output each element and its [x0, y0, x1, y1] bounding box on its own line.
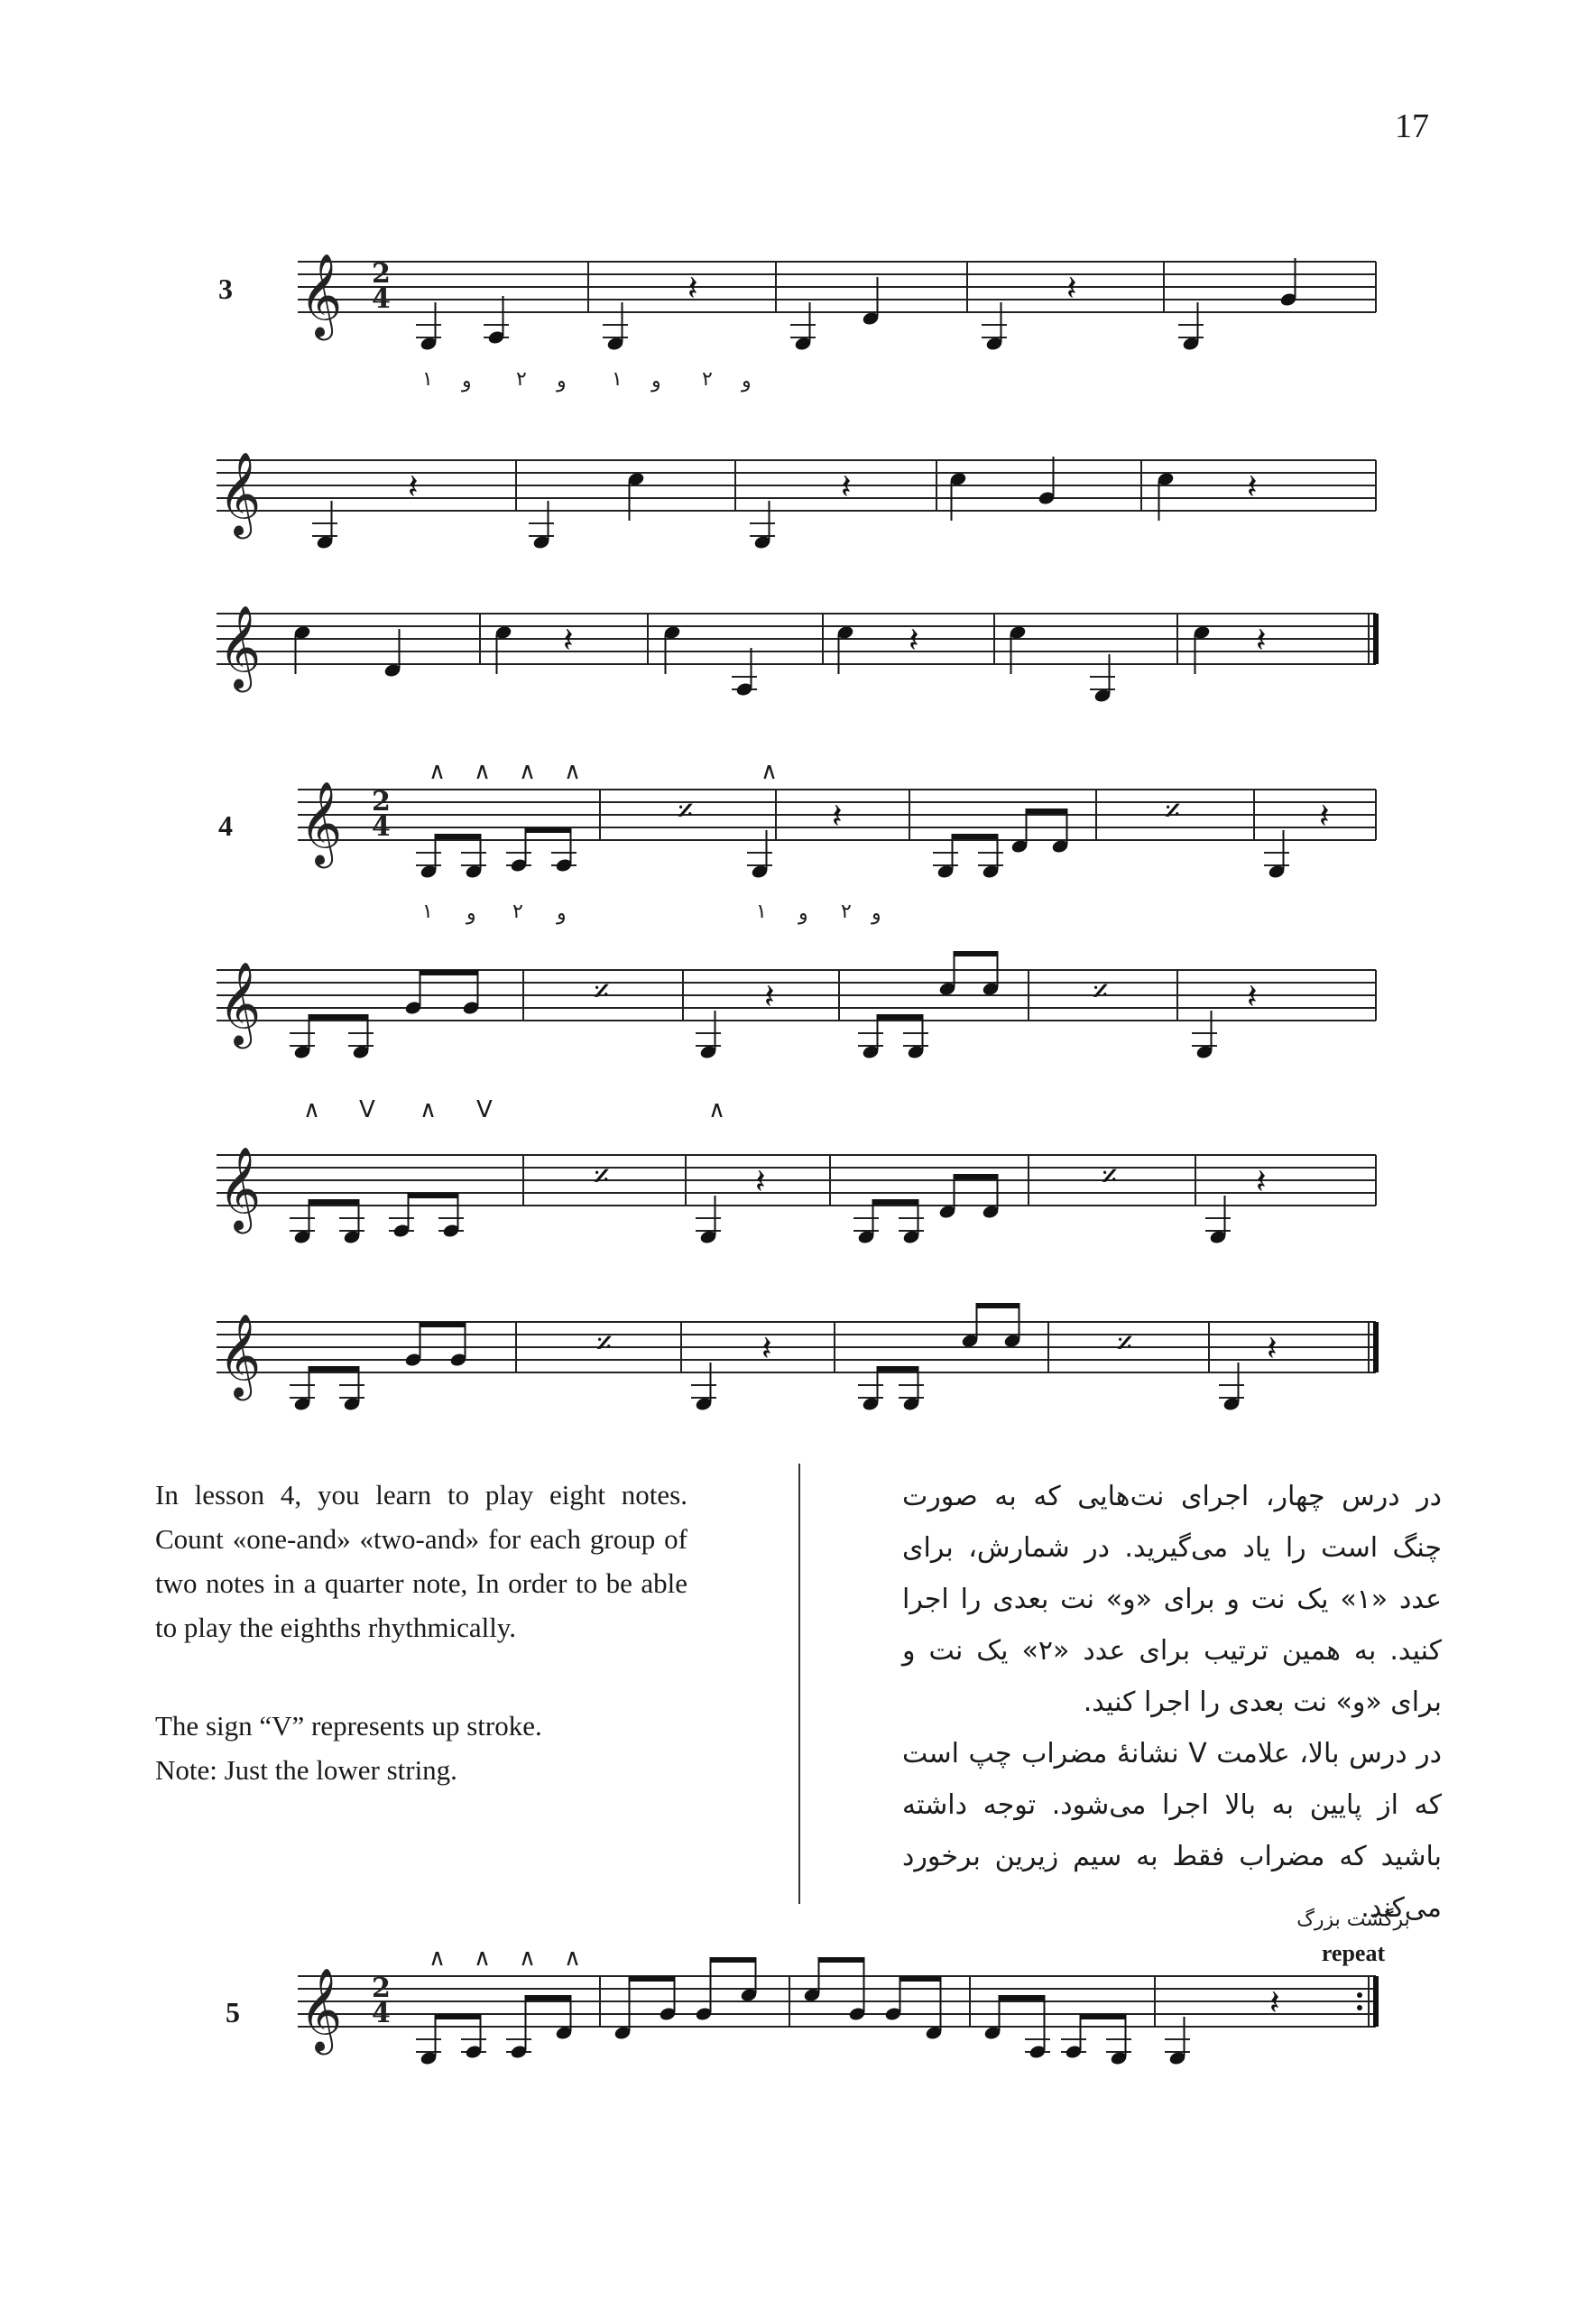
persian-paragraph-eighth-notes: در درس چهار، اجرای نت‌هایی که به صورت چنگ است را یاد می‌گیرید. در شمارش، برای عدد «۱» یک نت و برای «و» نت بعدی را اجرا کنید. به همین ترتیب برای عدد «۲» یک نت و برای «و» نت بعدی را اجرا کنید.	[902, 1481, 1442, 1718]
count-two: ۲	[702, 368, 713, 391]
stroke-down: ∧	[429, 1945, 447, 1972]
stroke-down: ∧	[474, 758, 492, 785]
note-beam	[629, 1976, 676, 1982]
time-signature-top: 2	[372, 1973, 391, 2004]
count-one: ۱	[756, 901, 767, 923]
note-beam	[976, 1303, 1020, 1308]
final-barline	[1373, 614, 1379, 664]
stroke-down: ∧	[429, 758, 447, 785]
stroke-down: ∧	[420, 1096, 438, 1123]
quarter-rest-icon: 𝄽	[832, 796, 843, 836]
quarter-rest-icon: 𝄽	[909, 620, 919, 660]
stroke-down: ∧	[564, 1945, 582, 1972]
quarter-rest-icon: 𝄽	[687, 268, 698, 308]
treble-clef-icon: 𝄞	[300, 1967, 343, 2051]
note-beam	[420, 1322, 466, 1327]
treble-clef-icon: 𝄞	[300, 253, 343, 337]
treble-clef-icon: 𝄞	[218, 1146, 262, 1230]
quarter-rest-icon: 𝄽	[1256, 1161, 1267, 1201]
stroke-up: V	[476, 1096, 493, 1123]
persian-text-block	[902, 1471, 1442, 1934]
count-one: ۱	[422, 901, 433, 923]
repeat-measure-icon: 𝄎	[1102, 1159, 1118, 1196]
treble-clef-icon: 𝄞	[218, 1313, 262, 1397]
final-barline	[1373, 1322, 1379, 1372]
note-beam	[954, 951, 999, 956]
note-beam	[309, 1199, 360, 1205]
exercise-number-3: 3	[218, 273, 233, 305]
note-beam	[1080, 2014, 1127, 2019]
repeat-dot	[1357, 1992, 1362, 1998]
quarter-rest-icon: 𝄽	[1247, 467, 1258, 506]
count-two: ۲	[516, 368, 527, 391]
note-beam	[877, 1366, 919, 1372]
treble-clef-icon: 𝄞	[218, 451, 262, 535]
repeat-measure-icon: 𝄎	[596, 1326, 613, 1363]
note-beam	[435, 834, 482, 839]
treble-clef-icon: 𝄞	[218, 605, 262, 688]
note-beam	[309, 1366, 360, 1372]
treble-clef-icon: 𝄞	[300, 781, 343, 864]
note-beam	[408, 1193, 459, 1198]
note-beam	[710, 1957, 757, 1963]
stroke-down: ∧	[564, 758, 582, 785]
time-signature-bottom: 4	[372, 283, 391, 315]
count-one: ۱	[612, 368, 623, 391]
count-one: ۱	[422, 368, 433, 391]
note-beam	[435, 2014, 482, 2019]
staff-line	[217, 1137, 1380, 1272]
note-beam	[818, 1957, 865, 1963]
quarter-rest-icon: 𝄽	[563, 620, 574, 660]
note-beam	[525, 827, 572, 833]
repeat-measure-icon: 𝄎	[594, 974, 610, 1011]
quarter-rest-icon: 𝄽	[1319, 796, 1330, 836]
page-number: 17	[1395, 107, 1429, 145]
note-beam	[872, 1199, 919, 1205]
quarter-rest-icon: 𝄽	[1066, 268, 1077, 308]
quarter-rest-icon: 𝄽	[841, 467, 852, 506]
quarter-rest-icon: 𝄽	[1247, 976, 1258, 1016]
staff-line	[298, 772, 1380, 907]
repeat-dot	[1357, 2005, 1362, 2010]
note-beam	[309, 1014, 369, 1020]
repeat-measure-icon: 𝄎	[1165, 793, 1181, 830]
stroke-down: ∧	[519, 1945, 537, 1972]
exercise-number-5: 5	[226, 1996, 240, 2028]
note-beam	[420, 970, 479, 975]
english-paragraph-up-stroke: The sign “V” represents up stroke.	[155, 1710, 542, 1742]
note-beam	[525, 1995, 572, 2000]
count-and: و	[798, 902, 808, 925]
count-and: و	[557, 902, 567, 925]
note-beam	[1026, 808, 1068, 814]
time-signature-bottom: 4	[372, 811, 391, 843]
exercise-number-4: 4	[218, 809, 233, 842]
persian-paragraph-up-stroke: در درس بالا، علامت V نشانهٔ مضراب چپ است که از پایین به بالا اجرا می‌شود. توجه داشته باشید که مضراب فقط به سیم زیرین برخورد می‌کند.	[902, 1738, 1442, 1924]
quarter-rest-icon: 𝄽	[408, 467, 419, 506]
note-beam	[954, 1174, 999, 1179]
staff-line	[217, 442, 1380, 578]
repeat-measure-icon: 𝄎	[1117, 1326, 1133, 1363]
count-and: و	[651, 370, 661, 393]
time-signature-top: 2	[372, 258, 391, 290]
stroke-down: ∧	[519, 758, 537, 785]
staff-line	[217, 1304, 1380, 1439]
note-beam	[899, 1976, 942, 1982]
column-divider	[798, 1464, 800, 1904]
repeat-measure-icon: 𝄎	[594, 1159, 610, 1196]
treble-clef-icon: 𝄞	[218, 961, 262, 1045]
repeat-measure-icon: 𝄎	[678, 793, 694, 830]
note-beam	[952, 834, 999, 839]
stroke-up: V	[359, 1096, 375, 1123]
quarter-rest-icon: 𝄽	[1269, 1982, 1280, 2022]
count-and: و	[742, 370, 752, 393]
stroke-down: ∧	[474, 1945, 492, 1972]
quarter-rest-icon: 𝄽	[1267, 1328, 1278, 1368]
final-barline	[1373, 1976, 1379, 2027]
note-beam	[877, 1014, 924, 1020]
stroke-down: ∧	[303, 1096, 321, 1123]
count-two: ۲	[512, 901, 523, 923]
staff-line	[217, 952, 1380, 1087]
count-and: و	[872, 902, 881, 925]
stroke-down: ∧	[761, 758, 779, 785]
quarter-rest-icon: 𝄽	[755, 1161, 766, 1201]
quarter-rest-icon: 𝄽	[1256, 620, 1267, 660]
staff-line	[298, 1958, 1380, 2093]
quarter-rest-icon: 𝄽	[761, 1328, 772, 1368]
staff-line	[217, 596, 1380, 731]
english-paragraph-eighth-notes: In lesson 4, you learn to play eight notes. Count «one-and» «two-and» for each group of two notes in a quarter note, In order to be able to play the eighths rhythmically.	[155, 1479, 687, 1643]
note-beam	[999, 1995, 1046, 2000]
stroke-down: ∧	[708, 1096, 726, 1123]
time-signature-top: 2	[372, 786, 391, 818]
english-paragraph-lower-string: Note: Just the lower string.	[155, 1754, 457, 1786]
repeat-measure-icon: 𝄎	[1093, 974, 1109, 1011]
repeat-label-persian: برگشت بزرگ	[1296, 1908, 1410, 1931]
repeat-label-english: repeat	[1321, 1940, 1386, 1966]
quarter-rest-icon: 𝄽	[764, 976, 775, 1016]
count-and: و	[466, 902, 476, 925]
english-text-block	[155, 1473, 687, 1792]
staff-line	[298, 244, 1380, 379]
count-and: و	[462, 370, 472, 393]
count-and: و	[557, 370, 567, 393]
count-two: ۲	[841, 901, 852, 923]
time-signature-bottom: 4	[372, 1998, 391, 2029]
